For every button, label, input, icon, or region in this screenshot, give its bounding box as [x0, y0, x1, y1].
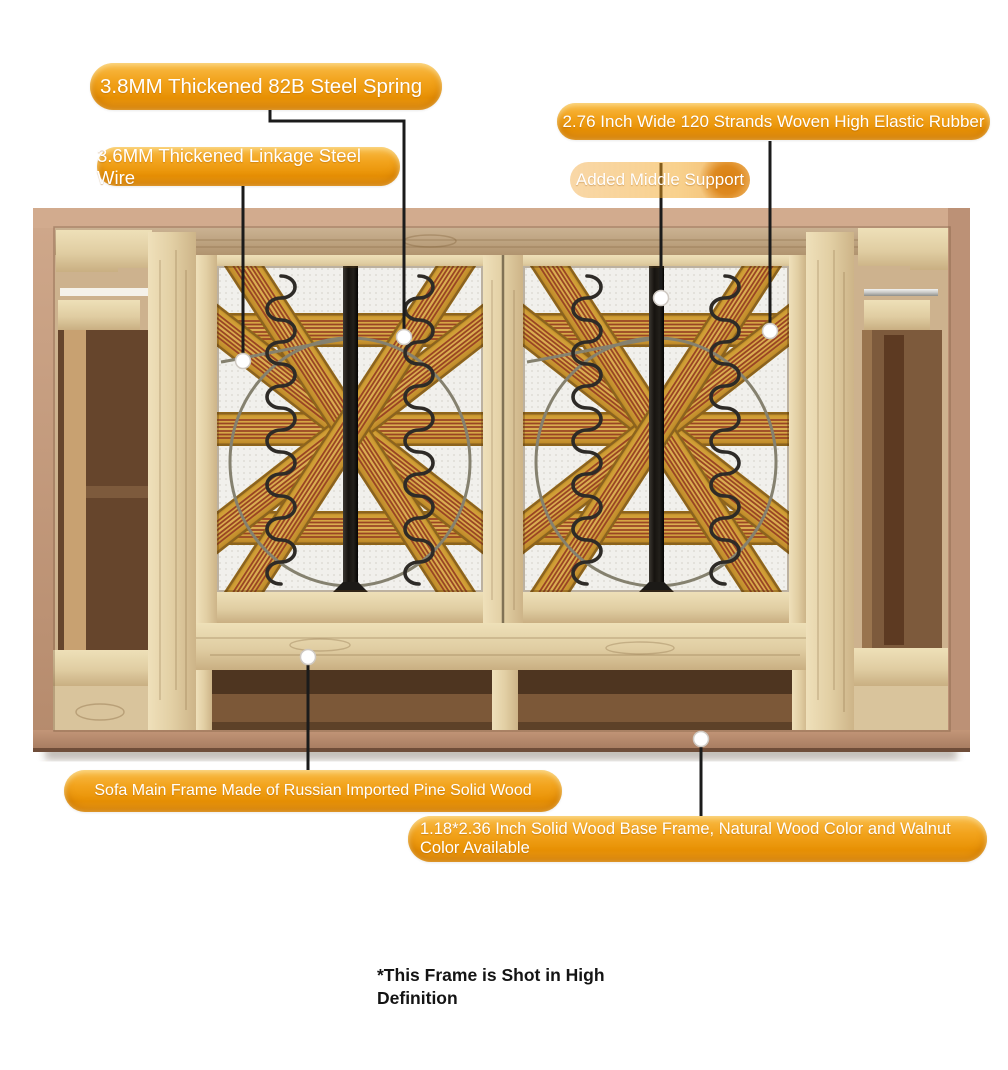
metal-rod: [864, 289, 938, 296]
annotation-elastic-rubber-label: [557, 103, 990, 140]
callout-dot-base-frame: [694, 732, 709, 747]
callout-dot-spring: [397, 330, 412, 345]
lower-rail: [160, 623, 848, 670]
annotation-linkage-wire-label: [97, 144, 400, 188]
annotation-base-frame-label: [408, 816, 987, 862]
callout-dot-linkage: [236, 354, 251, 369]
annotation-spring-text: 3.8MM Thickened 82B Steel Spring: [100, 74, 423, 98]
annotation-spring-label: [90, 63, 442, 110]
left-armrest: [53, 230, 196, 733]
annotation-middle-support-label: [570, 162, 750, 198]
webbing-section: [135, 239, 871, 623]
annotation-base-frame-text: 1.18*2.36 Inch Solid Wood Base Frame, Natural Wood Color and Walnut Color Available: [420, 820, 951, 857]
annotation-main-frame-label: [64, 770, 562, 812]
callout-dot-middle-support: [654, 291, 669, 306]
middle-posts: [483, 255, 523, 623]
annotation-elastic-rubber-text: 2.76 Inch Wide 120 Strands Woven High Elastic Rubber: [562, 111, 985, 131]
annotation-main-frame-text: Sofa Main Frame Made of Russian Imported Pine Solid Wood: [94, 782, 532, 799]
annotation-middle-support-text: Added Middle Support: [575, 170, 745, 189]
hd-footnote: *This Frame is Shot in High Definition: [377, 965, 605, 1008]
callout-dot-rubber: [763, 324, 778, 339]
base-rail: [33, 730, 970, 752]
right-armrest-post: [806, 232, 854, 733]
left-armrest-post: [148, 232, 196, 733]
callout-dot-main-frame: [301, 650, 316, 665]
right-armrest: [806, 228, 948, 733]
annotation-linkage-wire-text: 3.6MM Thickened Linkage Steel Wire: [97, 144, 361, 188]
storage-shelf: [196, 670, 808, 730]
